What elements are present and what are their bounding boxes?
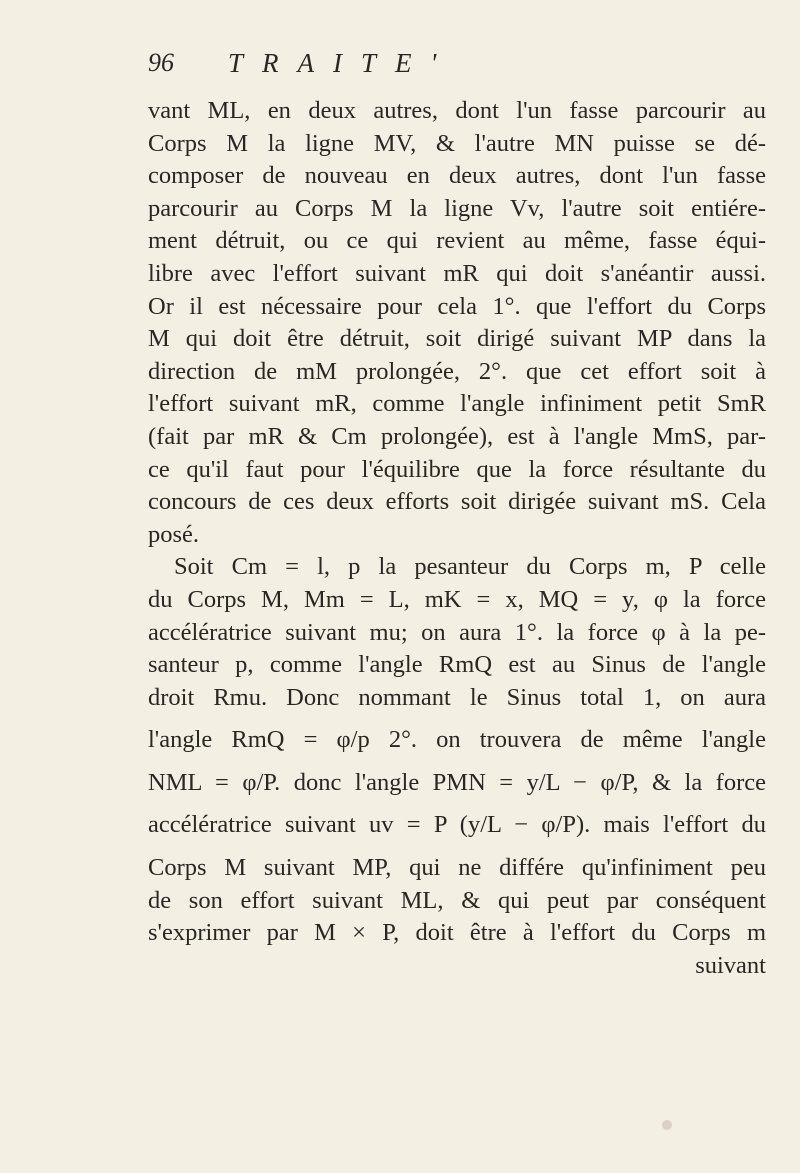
text-line: M qui doit être détruit, soit dirigé suivant MP dans la — [148, 325, 766, 353]
formula-line: accélératrice suivant uv = P (y/L − φ/P). mais l'effort du — [148, 811, 766, 839]
text-line: Corps M la ligne MV, & l'autre MN puisse se dé- — [148, 129, 766, 157]
text-line: posé. — [148, 520, 200, 548]
text-line: Or il est nécessaire pour cela 1°. que l'effort du Corps — [148, 292, 766, 320]
page-header — [148, 48, 708, 88]
text-line: Corps M suivant MP, qui ne différe qu'infiniment peu — [148, 854, 766, 882]
text-line: s'exprimer par M × P, doit être à l'effort du Corps m — [148, 919, 766, 947]
text-line: ce qu'il faut pour l'équilibre que la force résultante du — [148, 455, 766, 483]
text-line: droit Rmu. Donc nommant le Sinus total 1, on aura — [148, 683, 766, 711]
formula-line: NML = φ/P. donc l'angle PMN = y/L − φ/P, & la force — [148, 768, 766, 796]
formula-line: l'angle RmQ = φ/p 2°. on trouvera de même l'angle — [148, 726, 766, 754]
text-line: direction de mM prolongée, 2°. que cet effort soit à — [148, 357, 766, 385]
text-line: de son effort suivant ML, & qui peut par conséquent — [148, 886, 766, 914]
text-line: l'effort suivant mR, comme l'angle infiniment petit SmR — [148, 390, 766, 418]
text-line: accélératrice suivant mu; on aura 1°. la force φ à la pe- — [148, 618, 766, 646]
text-line: composer de nouveau en deux autres, dont l'un fasse — [148, 162, 766, 190]
running-title: TRAITE' — [228, 48, 456, 78]
text-line: libre avec l'effort suivant mR qui doit s'anéantir aussi. — [148, 259, 766, 287]
text-line: concours de ces deux efforts soit dirigée suivant mS. Cela — [148, 488, 766, 516]
text-line: santeur p, comme l'angle RmQ est au Sinus de l'angle — [148, 651, 766, 679]
catchword: suivant — [695, 951, 766, 979]
text-line: vant ML, en deux autres, dont l'un fasse parcourir au — [148, 97, 766, 124]
page-number: 96 — [148, 48, 174, 77]
text-line: parcourir au Corps M la ligne Vv, l'autre soit entiére- — [148, 194, 766, 222]
text-line: du Corps M, Mm = L, mK = x, MQ = y, φ la force — [148, 585, 766, 613]
text-line: ment détruit, ou ce qui revient au même, fasse équi- — [148, 227, 766, 255]
text-line: Soit Cm = l, p la pesanteur du Corps m, P celle — [174, 553, 766, 581]
paper-blemish — [662, 1120, 672, 1130]
text-line: (fait par mR & Cm prolongée), est à l'angle MmS, par- — [148, 422, 766, 450]
body-text — [148, 95, 766, 982]
